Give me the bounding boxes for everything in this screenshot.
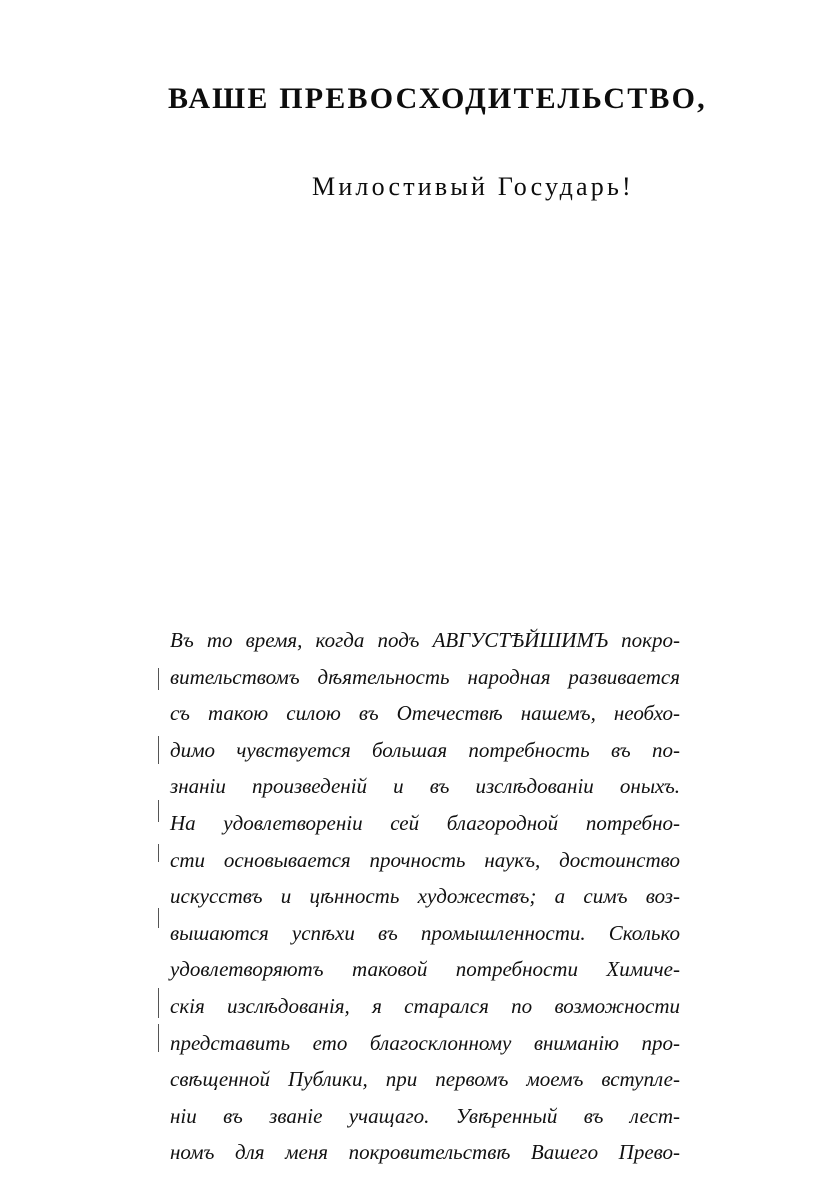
margin-mark [158, 736, 159, 764]
text-line: На удовлетвореніи сей благородной потребно- [170, 810, 680, 835]
text-line: вительствомъ дѣятельность народная развивается [170, 664, 680, 689]
text-line: представить ето благосклонному вниманію про- [170, 1030, 680, 1055]
text-line: знаніи произведеній и въ изслѣдованіи оныхъ. [170, 774, 680, 799]
text-line: Въ то время, когда подъ АВГУСТѢЙШИМЪ покро- [170, 628, 680, 652]
text-line: номъ для меня покровительствѣ Вашего Прево- [170, 1140, 680, 1165]
text-line: удовлетворяютъ таковой потребности Химиче- [170, 957, 680, 982]
body-paragraph [170, 622, 680, 1171]
margin-mark [158, 908, 159, 928]
text-line: съ такою силою въ Отечествѣ нашемъ, необхо- [170, 701, 680, 726]
text-line: искусствъ и цѣнность художествъ; а симъ воз- [170, 884, 680, 909]
margin-mark [158, 800, 159, 822]
text-line: сти основывается прочность наукъ, достоинство [170, 847, 680, 872]
margin-mark [158, 1024, 159, 1052]
text-line: свѣщенной Публики, при первомъ моемъ вступле- [170, 1067, 680, 1092]
margin-mark [158, 844, 159, 862]
text-line: димо чувствуется большая потребность въ по- [170, 737, 680, 762]
salutation: Милостивый Государь! [312, 172, 634, 201]
text-line: ніи въ званіе учащаго. Увѣренный въ лест- [170, 1103, 680, 1128]
margin-mark [158, 668, 159, 690]
margin-mark [158, 988, 159, 1018]
text-line: вышаются успѣхи въ промышленности. Сколько [170, 920, 680, 945]
text-line: скія изслѣдованія, я старался по возможности [170, 993, 680, 1018]
page-heading: ВАШЕ ПРЕВОСХОДИТЕЛЬСТВО, [168, 82, 707, 115]
margin-binding-marks [156, 668, 164, 1068]
